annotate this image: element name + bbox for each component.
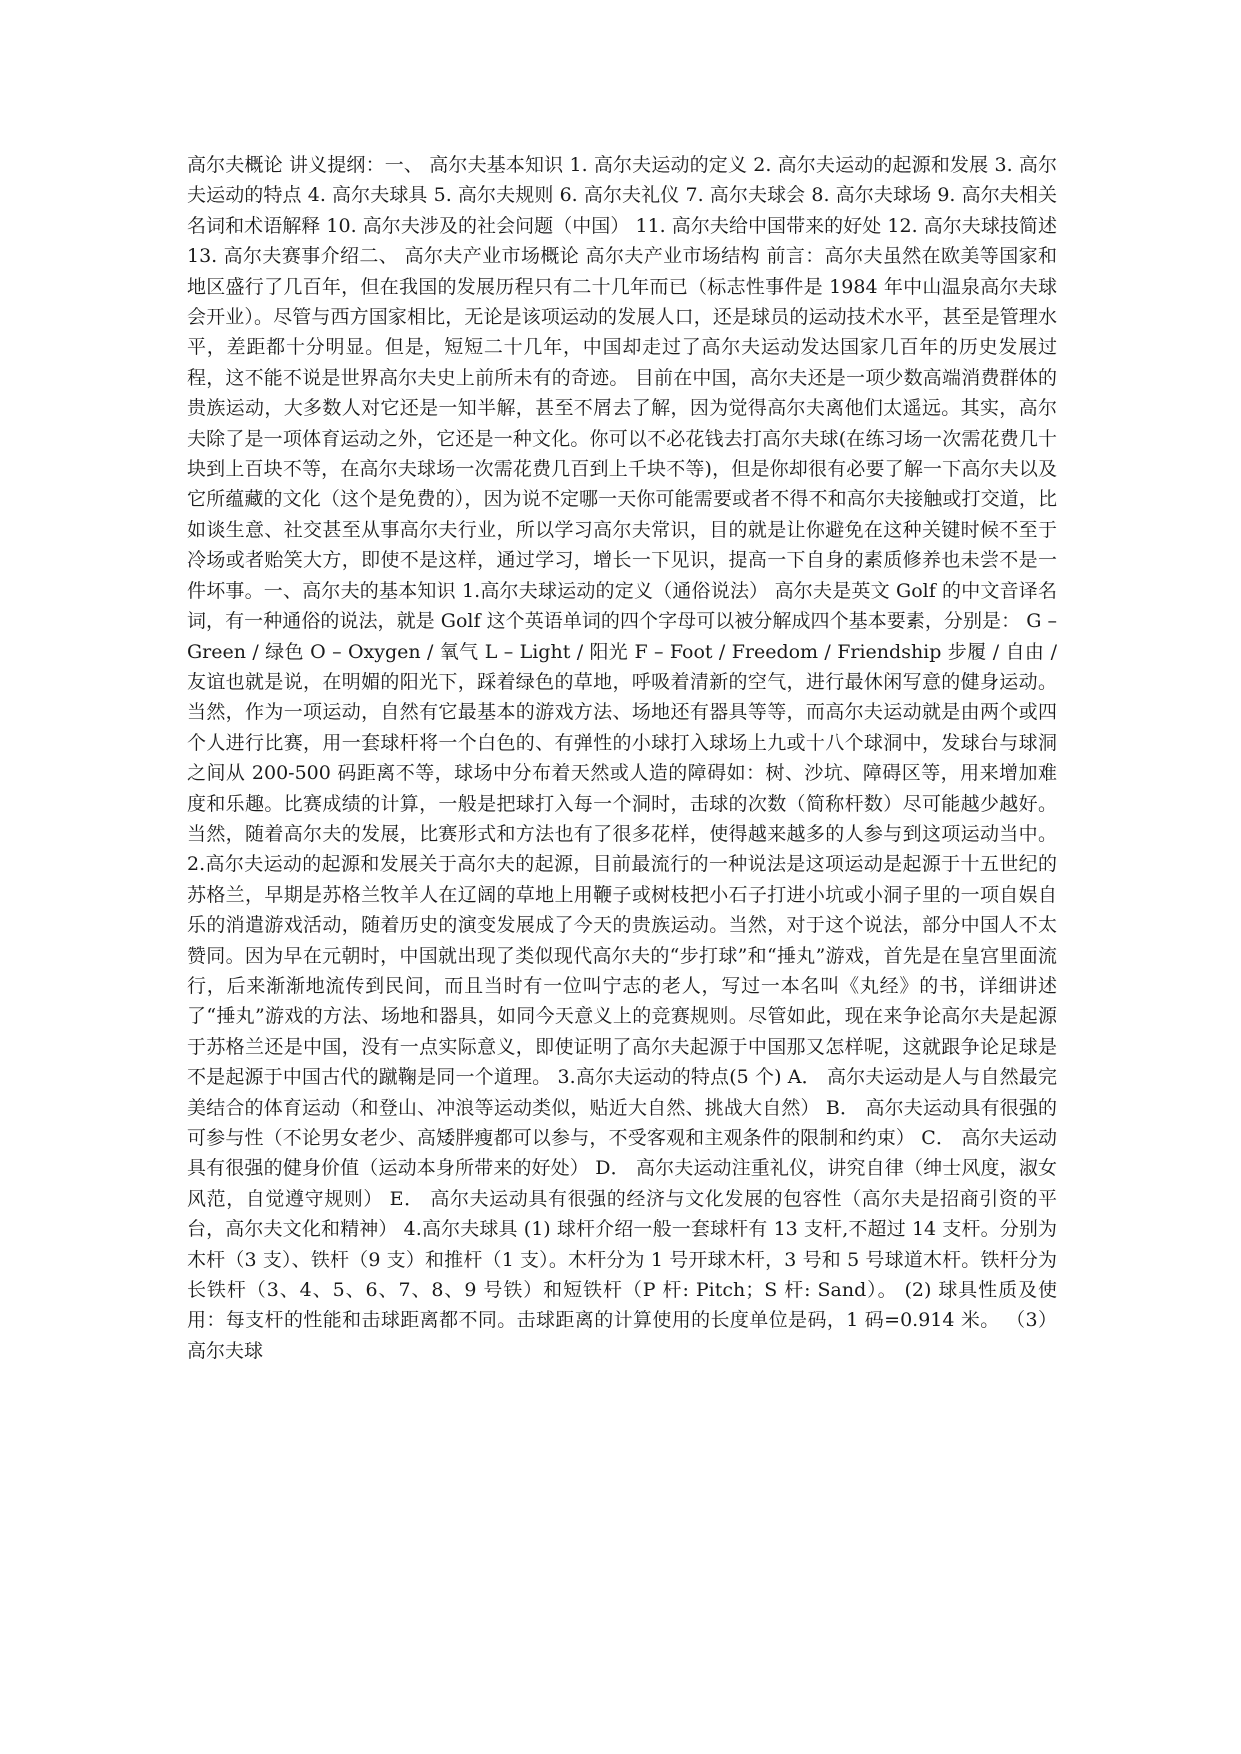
document-body xyxy=(187,150,1057,1366)
body-paragraph: 高尔夫概论 讲义提纲：一、 高尔夫基本知识 1. 高尔夫运动的定义 2. 高尔夫运动的起源和发展 3. 高尔夫运动的特点 4. 高尔夫球具 5. 高尔夫规则 6. 高尔夫礼仪 7. 高尔夫球会 8. 高尔夫球场 9. 高尔夫相关名词和术语解释 10. 高尔夫涉及的社会问题（中国） 11. 高尔夫给中国带来的好处 12. 高尔夫球技简述 13. 高尔夫赛事介绍二、 高尔夫产业市场概论 高尔夫产业市场结构 前言：高尔夫虽然在欧美等国家和地区盛行了几百年，但在我国的发展历程只有二十几年而已（标志性事件是 1984 年中山温泉高尔夫球会开业）。尽管与西方国家相比，无论是该项运动的发展人口，还是球员的运动技术水平，甚至是管理水平，差距都十分明显。但是，短短二十几年，中国却走过了高尔夫运动发达国家几百年的历史发展过程，这不能不说是世界高尔夫史上前所未有的奇迹。 目前在中国，高尔夫还是一项少数高端消费群体的贵族运动，大多数人对它还是一知半解，甚至不屑去了解，因为觉得高尔夫离他们太遥远。其实，高尔夫除了是一项体育运动之外，它还是一种文化。你可以不必花钱去打高尔夫球(在练习场一次需花费几十块到上百块不等，在高尔夫球场一次需花费几百到上千块不等)，但是你却很有必要了解一下高尔夫以及它所蕴藏的文化（这个是免费的），因为说不定哪一天你可能需要或者不得不和高尔夫接触或打交道，比如谈生意、社交甚至从事高尔夫行业，所以学习高尔夫常识，目的就是让你避免在这种关键时候不至于冷场或者贻笑大方，即使不是这样，通过学习，增长一下见识，提高一下自身的素质修养也未尝不是一件坏事。一、高尔夫的基本知识 1.高尔夫球运动的定义（通俗说法） 高尔夫是英文 Golf 的中文音译名词，有一种通俗的说法，就是 Golf 这个英语单词的四个字母可以被分解成四个基本要素，分别是： G – Green / 绿色 O – Oxygen / 氧气 L – Light / 阳光 F – Foot / Freedom / Friendship 步履 / 自由 / 友谊也就是说，在明媚的阳光下，踩着绿色的草地，呼吸着清新的空气，进行最休闲写意的健身运动。当然，作为一项运动，自然有它最基本的游戏方法、场地还有器具等等，而高尔夫运动就是由两个或四个人进行比赛，用一套球杆将一个白色的、有弹性的小球打入球场上九或十八个球洞中，发球台与球洞之间从 200-500 码距离不等，球场中分布着天然或人造的障碍如：树、沙坑、障碍区等，用来增加难度和乐趣。比赛成绩的计算，一般是把球打入每一个洞时，击球的次数（简称杆数）尽可能越少越好。当然，随着高尔夫的发展，比赛形式和方法也有了很多花样，使得越来越多的人参与到这项运动当中。2.高尔夫运动的起源和发展关于高尔夫的起源，目前最流行的一种说法是这项运动是起源于十五世纪的苏格兰，早期是苏格兰牧羊人在辽阔的草地上用鞭子或树枝把小石子打进小坑或小洞子里的一项自娱自乐的消遣游戏活动，随着历史的演变发展成了今天的贵族运动。当然，对于这个说法，部分中国人不太赞同。因为早在元朝时，中国就出现了类似现代高尔夫的“步打球”和“捶丸”游戏，首先是在皇宫里面流行，后来渐渐地流传到民间，而且当时有一位叫宁志的老人，写过一本名叫《丸经》的书，详细讲述了“捶丸”游戏的方法、场地和器具，如同今天意义上的竞赛规则。尽管如此，现在来争论高尔夫是起源于苏格兰还是中国，没有一点实际意义，即使证明了高尔夫起源于中国那又怎样呢，这就跟争论足球是不是起源于中国古代的蹴鞠是同一个道理。 3.高尔夫运动的特点(5 个) A． 高尔夫运动是人与自然最完美结合的体育运动（和登山、冲浪等运动类似，贴近大自然、挑战大自然） B． 高尔夫运动具有很强的可参与性（不论男女老少、高矮胖瘦都可以参与，不受客观和主观条件的限制和约束） C． 高尔夫运动具有很强的健身价值（运动本身所带来的好处） D． 高尔夫运动注重礼仪，讲究自律（绅士风度，淑女风范，自觉遵守规则） E． 高尔夫运动具有很强的经济与文化发展的包容性（高尔夫是招商引资的平台，高尔夫文化和精神） 4.高尔夫球具 (1) 球杆介绍一般一套球杆有 13 支杆,不超过 14 支杆。分别为木杆（3 支）、铁杆（9 支）和推杆（1 支）。木杆分为 1 号开球木杆，3 号和 5 号球道木杆。铁杆分为长铁杆（3、4、5、6、7、8、9 号铁）和短铁杆（P 杆: Pitch；S 杆: Sand）。 (2) 球具性质及使用：每支杆的性能和击球距离都不同。击球距离的计算使用的长度单位是码，1 码=0.914 米。 （3）高尔夫球 xyxy=(187,154,1057,1362)
